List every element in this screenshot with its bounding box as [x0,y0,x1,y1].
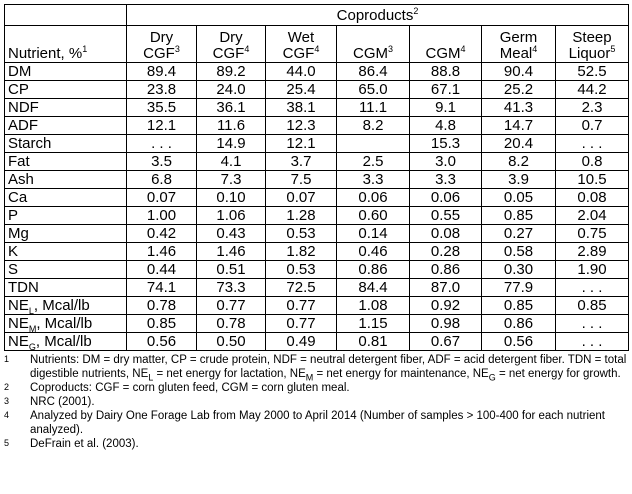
header-blank-cell [5,5,127,26]
value-cell: 0.44 [127,261,197,279]
value-cell: 3.3 [410,171,482,189]
value-cell: 65.0 [337,81,410,99]
value-cell [337,135,410,153]
value-cell: 84.4 [337,279,410,297]
nutrient-name-cell [5,333,127,351]
value-cell: 1.46 [197,243,266,261]
column-header-line2: CGF [143,45,175,62]
nutrient-name: NE [8,333,29,350]
footnote [4,381,628,395]
footnote-mark: 3 [174,44,180,54]
value-cell: 38.1 [266,99,337,117]
footnote [4,409,628,437]
value-cell: 4.8 [410,117,482,135]
nutrient-name: K [8,243,19,260]
value-cell: 0.85 [556,297,629,315]
coproducts-header [127,5,629,26]
value-cell: 0.86 [482,315,556,333]
value-cell: 0.56 [482,333,556,351]
nutrient-name: Ash [8,171,34,188]
value-cell: 11.6 [197,117,266,135]
nutrient-name-cell [5,171,127,189]
footnote-text [30,353,628,381]
nutrient-name: S [8,261,19,278]
nutrient-name-cell [5,261,127,279]
nutrient-name: ADF [8,117,38,134]
value-cell: 2.04 [556,207,629,225]
value-cell: . . . [556,279,629,297]
footnote-text [30,437,628,451]
nutrient-name: TDN [8,279,39,296]
footnote-number: 3 [4,396,10,406]
value-cell: 11.1 [337,99,410,117]
value-cell: 0.85 [127,315,197,333]
value-cell: 52.5 [556,63,629,81]
column-header-line2: CGF [282,45,315,62]
value-cell: 77.9 [482,279,556,297]
value-cell: 88.8 [410,63,482,81]
value-cell: 9.1 [410,99,482,117]
value-cell: 0.07 [266,189,337,207]
column-header-line2: Liquor [568,45,611,62]
nutrient-name: CP [8,81,29,98]
nutrient-name: Starch [8,135,52,152]
value-cell: 15.3 [410,135,482,153]
value-cell: 8.2 [482,153,556,171]
table-row [5,189,629,207]
value-cell: 0.7 [556,117,629,135]
footnote-text [30,409,628,437]
footnote [4,437,628,451]
value-cell: 0.78 [197,315,266,333]
nutrient-unit: , Mcal/lb [33,297,90,314]
table-row [5,243,629,261]
table-row [5,225,629,243]
footnote-number: 1 [4,354,10,364]
nutrient-name: Mg [8,225,29,242]
value-cell: 0.8 [556,153,629,171]
value-cell: 24.0 [197,81,266,99]
footnote-text-part: = net energy for lactation, NE [153,368,306,380]
nutrient-table-container [4,4,628,451]
nutrient-name: NE [8,315,29,332]
nutrient-subscript: L [28,306,34,315]
footnote-text-part: Analyzed by Dairy One Forage Lab from May 2000 to April 2014 (Number of samples > 100-400 for each nutrient analyzed). [30,410,605,436]
table-row [5,315,629,333]
column-header [337,26,410,63]
value-cell: 2.3 [556,99,629,117]
value-cell: 0.06 [337,189,410,207]
value-cell: 14.7 [482,117,556,135]
value-cell: 0.81 [337,333,410,351]
value-cell: 0.92 [410,297,482,315]
value-cell: 0.27 [482,225,556,243]
value-cell: 35.5 [127,99,197,117]
value-cell: . . . [556,135,629,153]
nutrient-name: P [8,207,19,224]
table-row [5,297,629,315]
value-cell: 0.28 [410,243,482,261]
nutrient-name-cell [5,315,127,333]
table-row [5,81,629,99]
group-header-row [5,5,629,26]
value-cell: 0.53 [266,225,337,243]
nutrient-name: DM [8,63,32,80]
value-cell: 0.75 [556,225,629,243]
nutrient-name-cell [5,117,127,135]
column-header [197,26,266,63]
value-cell: 74.1 [127,279,197,297]
value-cell: 7.5 [266,171,337,189]
footnote [4,353,628,381]
footnote-mark: 2 [413,5,419,16]
value-cell: 0.86 [410,261,482,279]
value-cell: 3.7 [266,153,337,171]
value-cell: 23.8 [127,81,197,99]
value-cell: 25.2 [482,81,556,99]
value-cell: 0.05 [482,189,556,207]
value-cell: 44.2 [556,81,629,99]
value-cell: 0.98 [410,315,482,333]
value-cell: 0.53 [266,261,337,279]
value-cell: 90.4 [482,63,556,81]
value-cell: 6.8 [127,171,197,189]
table-row [5,99,629,117]
table-row [5,63,629,81]
column-header-line1: Steep [572,29,612,46]
table-row [5,333,629,351]
value-cell: 0.86 [337,261,410,279]
value-cell: 0.43 [197,225,266,243]
value-cell: 1.15 [337,315,410,333]
value-cell: . . . [556,315,629,333]
footnote-text-part: = net energy for growth. [495,368,621,380]
value-cell: 41.3 [482,99,556,117]
value-cell: 0.08 [556,189,629,207]
table-row [5,207,629,225]
value-cell: 1.46 [127,243,197,261]
nutrient-name: Fat [8,153,30,170]
footnote-number: 5 [4,438,10,448]
footnotes [4,353,628,451]
footnote-mark: 4 [244,44,250,54]
value-cell: 0.56 [127,333,197,351]
table-body [5,63,629,351]
footnote-text-part: Nutrients: DM = dry matter, CP = crude protein, NDF = neutral detergent fiber, ADF = acid detergent fiber. TDN = total digestible nutrients, NE [30,354,627,380]
value-cell: 14.9 [197,135,266,153]
value-cell: 89.2 [197,63,266,81]
nutrient-name-cell [5,189,127,207]
value-cell: 67.1 [410,81,482,99]
value-cell: 0.30 [482,261,556,279]
value-cell: 8.2 [337,117,410,135]
value-cell: 0.06 [410,189,482,207]
nutrient-name-cell [5,225,127,243]
value-cell: 1.28 [266,207,337,225]
table-header [5,5,629,63]
table-row [5,279,629,297]
value-cell: 1.00 [127,207,197,225]
nutrient-name-cell [5,81,127,99]
column-header-line2: CGM [352,45,388,62]
nutrient-unit: , Mcal/lb [36,315,93,332]
nutrient-subscript: M [28,324,37,333]
value-cell: 4.1 [197,153,266,171]
column-header [266,26,337,63]
value-cell: 0.42 [127,225,197,243]
column-header-line2: CGM [425,45,461,62]
value-cell: 44.0 [266,63,337,81]
value-cell: 25.4 [266,81,337,99]
footnote-text [30,395,628,409]
table-row [5,153,629,171]
nutrient-name-cell [5,153,127,171]
value-cell: 0.08 [410,225,482,243]
footnote-mark: 5 [610,44,616,54]
value-cell: 3.3 [337,171,410,189]
footnote-text-part: = net energy for maintenance, NE [313,368,489,380]
value-cell: . . . [127,135,197,153]
column-header-row [5,26,629,63]
value-cell: 89.4 [127,63,197,81]
footnote-number: 4 [4,410,10,420]
column-header-line1: Dry [219,29,243,46]
value-cell: 86.4 [337,63,410,81]
value-cell: 0.07 [127,189,197,207]
column-header [127,26,197,63]
value-cell: 0.77 [266,297,337,315]
value-cell: 0.14 [337,225,410,243]
nutrient-composition-table [4,4,629,351]
footnote-mark: 4 [460,44,466,54]
footnote-text [30,381,628,395]
nutrient-name-cell [5,279,127,297]
table-row [5,135,629,153]
value-cell: 0.50 [197,333,266,351]
value-cell: 72.5 [266,279,337,297]
nutrient-name-cell [5,135,127,153]
value-cell: 87.0 [410,279,482,297]
value-cell: 0.77 [266,315,337,333]
value-cell: 0.46 [337,243,410,261]
value-cell: 1.82 [266,243,337,261]
footnote-number: 2 [4,382,10,392]
footnote-text-part: NRC (2001). [30,396,95,408]
value-cell: 0.49 [266,333,337,351]
nutrient-subscript: G [28,342,36,351]
footnote-mark: 4 [314,44,320,54]
value-cell: 0.51 [197,261,266,279]
nutrient-name: NDF [8,99,39,116]
value-cell: 3.9 [482,171,556,189]
value-cell: 73.3 [197,279,266,297]
table-row [5,117,629,135]
value-cell: 2.5 [337,153,410,171]
value-cell: 36.1 [197,99,266,117]
value-cell: 0.60 [337,207,410,225]
column-header-line1: Germ [499,29,538,46]
nutrient-name-cell [5,243,127,261]
table-row [5,171,629,189]
value-cell: 3.5 [127,153,197,171]
table-row [5,261,629,279]
value-cell: 0.77 [197,297,266,315]
value-cell: 0.55 [410,207,482,225]
value-cell: 0.67 [410,333,482,351]
value-cell: 0.85 [482,297,556,315]
value-cell: 0.10 [197,189,266,207]
coproducts-label: Coproducts [336,6,414,24]
value-cell: 0.58 [482,243,556,261]
nutrient-name-cell [5,99,127,117]
value-cell: 0.78 [127,297,197,315]
footnote-text-part: DeFrain et al. (2003). [30,438,139,450]
footnote-mark: 3 [387,44,393,54]
value-cell: 12.3 [266,117,337,135]
nutrient-name-cell [5,63,127,81]
value-cell: 12.1 [127,117,197,135]
value-cell: 7.3 [197,171,266,189]
footnote-mark: 4 [532,44,538,54]
footnote-subscript: L [148,372,154,383]
value-cell: 2.89 [556,243,629,261]
value-cell: 1.06 [197,207,266,225]
value-cell: 1.90 [556,261,629,279]
value-cell: 0.85 [482,207,556,225]
column-header [5,26,127,63]
column-header [410,26,482,63]
column-header-line1: Wet [287,29,315,46]
column-header [482,26,556,63]
footnote [4,395,628,409]
column-header-line2: Meal [499,45,533,62]
nutrient-name-cell [5,297,127,315]
footnote-mark: 1 [82,44,88,54]
value-cell: 10.5 [556,171,629,189]
nutrient-name: NE [8,297,29,314]
nutrient-name: Ca [8,189,28,206]
value-cell: 20.4 [482,135,556,153]
footnote-subscript: M [305,372,314,383]
column-header [556,26,629,63]
nutrient-name-cell [5,207,127,225]
column-header-line1: Dry [149,29,174,46]
value-cell: 1.08 [337,297,410,315]
column-header-line2: CGF [212,45,245,62]
footnote-text-part: Coproducts: CGF = corn gluten feed, CGM = corn gluten meal. [30,382,350,394]
value-cell: 3.0 [410,153,482,171]
value-cell: 12.1 [266,135,337,153]
footnote-subscript: G [488,372,496,383]
column-header-line2: Nutrient, % [8,45,83,62]
value-cell: . . . [556,333,629,351]
nutrient-unit: , Mcal/lb [35,333,92,350]
